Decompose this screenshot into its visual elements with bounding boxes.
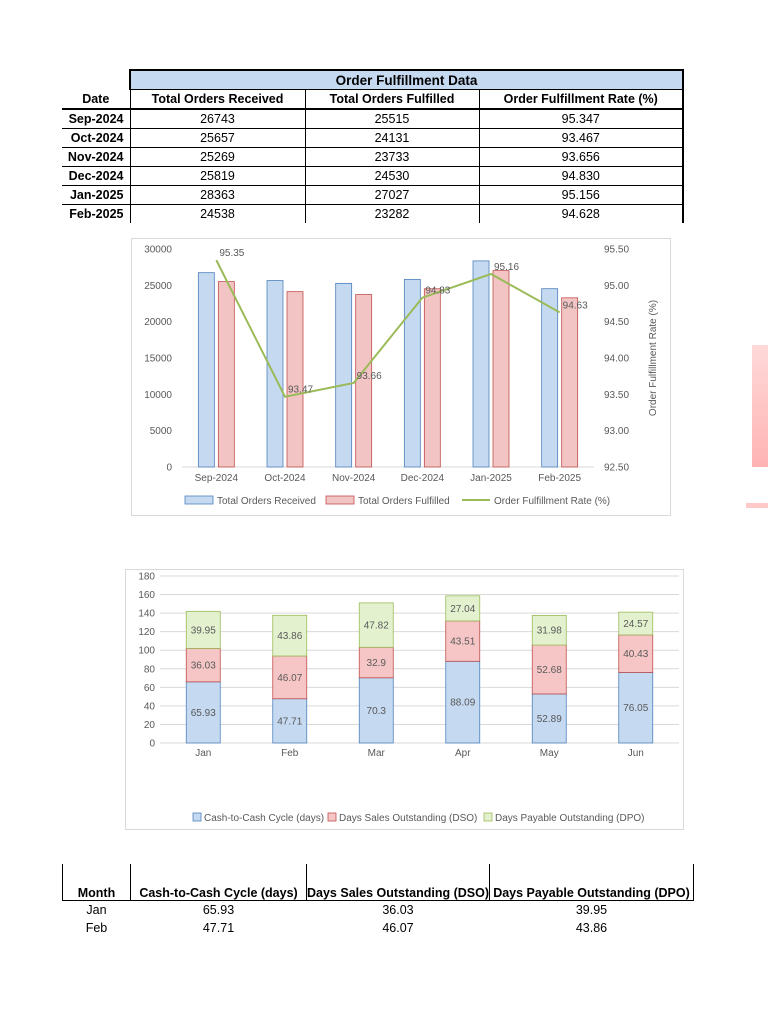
y-tick-label: 20000 [144, 317, 172, 329]
table-cell: 23733 [305, 148, 479, 167]
column-header: Total Orders Received [130, 90, 305, 110]
y-tick-label: 0 [166, 462, 172, 474]
legend-swatch [484, 813, 492, 821]
y2-tick-label: 93.00 [604, 426, 630, 438]
column-header: Month [63, 864, 131, 901]
table-cell: 47.71 [202, 921, 235, 935]
y-tick-label: 0 [149, 738, 155, 750]
table-cell: 25269 [130, 148, 305, 167]
legend-label: Order Fulfillment Rate (%) [494, 496, 611, 507]
table-cell: 94.628 [479, 205, 683, 224]
table-cell: 25515 [305, 109, 479, 129]
table-cell: 24131 [305, 129, 479, 148]
segment-data-label: 43.51 [450, 636, 476, 648]
orders-received-bar [404, 279, 420, 467]
legend-swatch-received [185, 496, 213, 504]
table-cell: 93.656 [479, 148, 683, 167]
cash-cycle-table [62, 864, 694, 937]
rate-data-label: 93.66 [356, 370, 382, 382]
table-row [62, 167, 683, 186]
segment-data-label: 40.43 [623, 649, 649, 661]
orders-combo-chart[interactable] [131, 238, 671, 516]
y2-tick-label: 95.00 [604, 280, 630, 292]
x-tick-label: Oct-2024 [264, 473, 306, 484]
table-cell: 94.830 [479, 167, 683, 186]
table-cell: 27027 [305, 186, 479, 205]
y-tick-label: 30000 [144, 244, 172, 256]
rate-data-label: 94.83 [425, 285, 451, 297]
segment-data-label: 76.05 [623, 703, 649, 715]
segment-data-label: 27.04 [450, 603, 476, 615]
table-cell: 65.93 [202, 903, 235, 917]
table-cell: 26743 [130, 109, 305, 129]
table-title: Order Fulfillment Data [130, 70, 683, 90]
table-cell: 23282 [305, 205, 479, 224]
date-cell: Jan-2025 [62, 186, 130, 205]
y-tick-label: 10000 [144, 389, 172, 401]
table-cell: 25819 [130, 167, 305, 186]
y-tick-label: 100 [138, 645, 155, 657]
legend-label: Cash-to-Cash Cycle (days) [204, 813, 325, 824]
x-tick-label: Sep-2024 [194, 473, 239, 484]
rate-data-label: 95.16 [494, 261, 520, 273]
column-header: Cash-to-Cash Cycle (days) [131, 864, 307, 901]
y-tick-label: 120 [138, 627, 155, 639]
table-row [62, 129, 683, 148]
x-tick-label: Apr [454, 748, 471, 759]
legend-label: Days Payable Outstanding (DPO) [495, 813, 645, 824]
table-cell: 24538 [130, 205, 305, 224]
orders-received-bar [267, 281, 283, 467]
date-cell: Dec-2024 [62, 167, 130, 186]
x-tick-label: Nov-2024 [331, 473, 376, 484]
orders-fulfilled-bar [424, 289, 440, 467]
legend-label: Total Orders Received [217, 496, 316, 507]
table-row [62, 186, 683, 205]
y-tick-label: 160 [138, 590, 155, 602]
y-tick-label: 60 [143, 682, 155, 694]
column-header: Total Orders Fulfilled [305, 90, 479, 110]
y2-tick-label: 95.50 [604, 244, 630, 256]
orders-received-bar [336, 283, 352, 467]
table-cell: Jan [86, 903, 107, 917]
legend-swatch-fulfilled [326, 496, 354, 504]
rate-data-label: 93.47 [288, 384, 314, 396]
legend-label: Days Sales Outstanding (DSO) [339, 813, 478, 824]
partial-shape-decoration [746, 503, 768, 508]
legend-swatch [193, 813, 201, 821]
orders-fulfilled-bar [562, 298, 578, 467]
y2-tick-label: 93.50 [604, 389, 630, 401]
y-tick-label: 25000 [144, 280, 172, 292]
segment-data-label: 65.93 [190, 707, 216, 719]
segment-data-label: 36.03 [190, 660, 216, 672]
segment-data-label: 24.57 [623, 619, 649, 631]
table-row [63, 919, 694, 937]
orders-received-bar [542, 289, 558, 467]
table-row [62, 148, 683, 167]
segment-data-label: 43.86 [277, 631, 303, 643]
partial-shape-decoration [752, 345, 768, 467]
date-cell: Nov-2024 [62, 148, 130, 167]
date-cell: Sep-2024 [62, 109, 130, 129]
segment-data-label: 47.71 [277, 716, 303, 728]
segment-data-label: 70.3 [366, 705, 386, 717]
table-cell: 95.156 [479, 186, 683, 205]
y2-tick-label: 92.50 [604, 462, 630, 474]
column-header: Days Payable Outstanding (DPO) [489, 864, 693, 901]
y2-axis-title: Order Fulfillment Rate (%) [648, 299, 659, 417]
column-header: Order Fulfillment Rate (%) [479, 90, 683, 110]
x-tick-label: Feb [281, 748, 299, 759]
orders-received-bar [473, 261, 489, 467]
x-tick-label: Mar [367, 748, 385, 759]
x-tick-label: Feb-2025 [538, 473, 582, 484]
table-cell: 28363 [130, 186, 305, 205]
segment-data-label: 52.89 [536, 713, 562, 725]
y2-tick-label: 94.00 [604, 353, 630, 365]
legend-swatch [328, 813, 336, 821]
orders-fulfilled-bar [287, 292, 303, 467]
column-header: Date [62, 90, 130, 110]
table-cell: 24530 [305, 167, 479, 186]
orders-fulfilled-bar [493, 271, 509, 467]
table-cell: Feb [85, 921, 108, 935]
legend-label: Total Orders Fulfilled [358, 496, 450, 507]
order-fulfillment-table [62, 69, 684, 223]
x-tick-label: Dec-2024 [400, 473, 445, 484]
segment-data-label: 31.98 [536, 625, 562, 637]
table-row [62, 109, 683, 129]
table-cell: 36.03 [382, 903, 414, 917]
table-cell: 43.86 [575, 921, 608, 935]
table-row [63, 901, 694, 920]
rate-data-label: 95.35 [219, 248, 245, 260]
date-cell: Oct-2024 [62, 129, 130, 148]
rate-data-label: 94.63 [562, 300, 588, 312]
column-header: Days Sales Outstanding (DSO) [307, 864, 490, 901]
table-cell: 39.95 [575, 903, 608, 917]
y-tick-label: 20 [143, 719, 155, 731]
cash-cycle-chart-svg [126, 570, 683, 829]
x-tick-label: Jun [627, 748, 644, 759]
y-tick-label: 140 [138, 608, 155, 620]
orders-received-bar [198, 273, 214, 467]
table-row [62, 205, 683, 224]
table-cell: 93.467 [479, 129, 683, 148]
orders-fulfilled-bar [218, 282, 234, 467]
x-tick-label: Jan-2025 [470, 473, 512, 484]
y-tick-label: 5000 [149, 426, 172, 438]
date-cell: Feb-2025 [69, 207, 124, 221]
y-tick-label: 15000 [144, 353, 172, 365]
segment-data-label: 88.09 [450, 697, 476, 709]
y-tick-label: 80 [143, 664, 155, 676]
table-cell: 46.07 [382, 921, 414, 935]
table-cell: 95.347 [479, 109, 683, 129]
x-tick-label: Jan [195, 748, 212, 759]
x-tick-label: May [539, 748, 559, 759]
segment-data-label: 46.07 [277, 672, 303, 684]
cash-cycle-stacked-chart[interactable] [125, 569, 684, 830]
segment-data-label: 52.68 [536, 664, 562, 676]
segment-data-label: 32.9 [366, 658, 386, 670]
y-tick-label: 180 [138, 571, 155, 583]
y2-tick-label: 94.50 [604, 317, 630, 329]
segment-data-label: 47.82 [363, 620, 389, 632]
segment-data-label: 39.95 [190, 625, 216, 637]
orders-chart-svg [132, 239, 670, 515]
y-tick-label: 40 [143, 701, 155, 713]
table-cell: 25657 [130, 129, 305, 148]
